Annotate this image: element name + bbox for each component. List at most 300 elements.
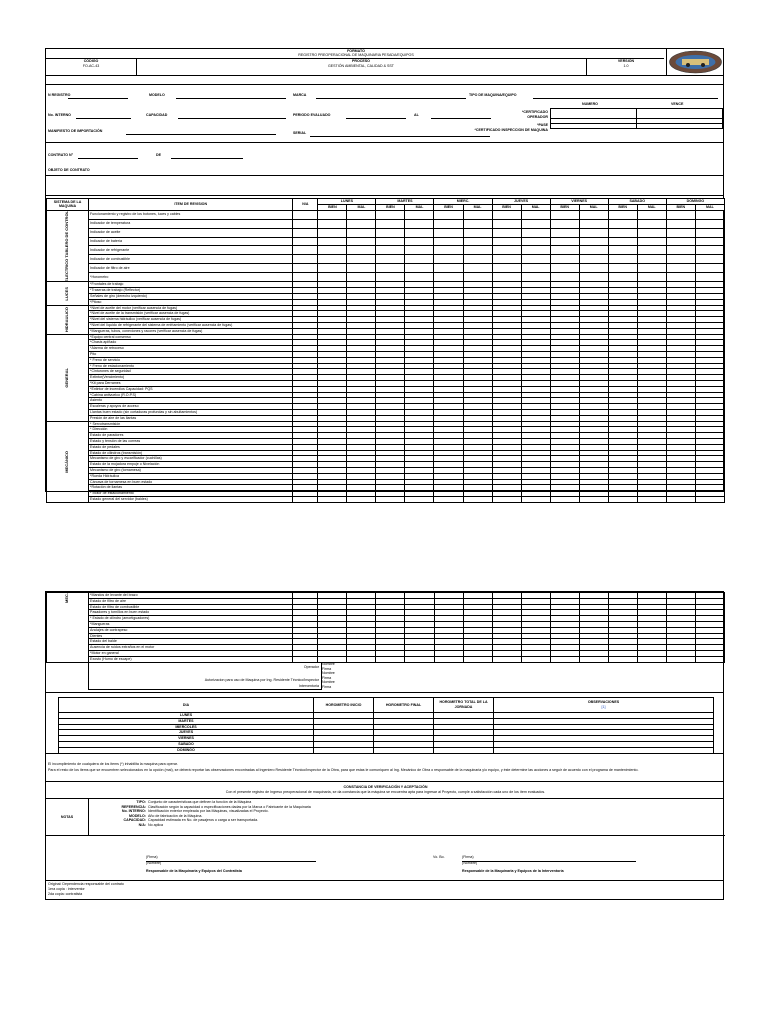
- day-label: JUEVES: [59, 730, 314, 736]
- check-cell[interactable]: [405, 273, 434, 282]
- firma-contratista-line[interactable]: [146, 861, 316, 862]
- item-label: *Pitoso: [89, 299, 293, 305]
- note-incumplimiento: El incumplimiento de cualquiera de los items (*) inhabilita la maquina para operar.: [48, 762, 178, 766]
- check-cell[interactable]: [463, 228, 492, 237]
- check-cell[interactable]: [434, 255, 463, 264]
- na-cell[interactable]: [293, 273, 318, 282]
- check-cell[interactable]: [347, 237, 376, 246]
- system-group-label: [47, 334, 89, 421]
- item-label: *Cabina antivuelco (R.O.P.S): [89, 392, 293, 398]
- col-mal: MAL: [579, 204, 608, 210]
- na-cell[interactable]: [293, 255, 318, 264]
- notes-label: NOTAS: [60, 815, 74, 819]
- definition-term: No. INTERNO:: [121, 809, 146, 814]
- check-cell[interactable]: [434, 273, 463, 282]
- check-cell[interactable]: [637, 656, 666, 662]
- item-label: Mecanismo de giro (tornamesa): [89, 467, 293, 473]
- table-row: [47, 264, 725, 273]
- item-label: *Mangueras: [89, 621, 293, 627]
- check-cell[interactable]: [405, 219, 434, 228]
- na-cell[interactable]: [293, 496, 318, 502]
- check-cell[interactable]: [666, 237, 695, 246]
- check-cell[interactable]: [376, 237, 405, 246]
- check-cell[interactable]: [666, 219, 695, 228]
- na-cell[interactable]: [293, 210, 318, 219]
- check-cell[interactable]: [637, 210, 666, 219]
- check-cell[interactable]: [637, 246, 666, 255]
- day-label: LUNES: [59, 713, 314, 719]
- definition-text: Conjunto de características que definen la función de la Máquina: [148, 800, 252, 804]
- check-cell[interactable]: [666, 210, 695, 219]
- check-cell[interactable]: [666, 496, 695, 502]
- check-cell[interactable]: [550, 219, 579, 228]
- check-cell[interactable]: [608, 246, 637, 255]
- check-cell[interactable]: [608, 656, 637, 662]
- item-label: Estado general del servidor (baldes): [89, 496, 293, 502]
- check-cell[interactable]: [347, 264, 376, 273]
- item-label: * Estado de cilindro (amortiguadores): [89, 616, 293, 622]
- col-bien: BIEN: [666, 204, 695, 210]
- check-cell[interactable]: [666, 255, 695, 264]
- item-label: * Motor de estacionamiento: [89, 491, 293, 497]
- check-cell[interactable]: [405, 246, 434, 255]
- item-label: Indicador de aceite: [89, 228, 293, 237]
- item-label: *Nivel de aceite de la transmisión (verificar ausencia de fugas): [89, 311, 293, 317]
- nombre-interventoria: (Nombre): [462, 861, 478, 865]
- item-label: *Frontales de trabajo: [89, 282, 293, 288]
- checklist-table: [46, 198, 725, 503]
- item-label: Señales de giro (derecho izquierdo): [89, 294, 293, 300]
- check-cell[interactable]: [608, 273, 637, 282]
- check-cell[interactable]: [376, 246, 405, 255]
- label-de: DE: [156, 153, 161, 157]
- check-cell[interactable]: [695, 228, 724, 237]
- check-cell[interactable]: [318, 219, 347, 228]
- day-header: MARTES: [376, 199, 434, 205]
- col-horometro-total: HOROMETRO TOTAL DE LA JORNADA: [434, 698, 494, 713]
- item-label: *Horometro: [89, 273, 293, 282]
- check-cell[interactable]: [347, 228, 376, 237]
- check-cell[interactable]: [637, 237, 666, 246]
- contrato-fecha-field[interactable]: [171, 158, 243, 159]
- item-label: *Rueda Hidráulica: [89, 473, 293, 479]
- item-label: Estado de filtro de combustible: [89, 604, 293, 610]
- signoff-firma-3: Firma: [322, 684, 332, 689]
- check-cell[interactable]: [405, 210, 434, 219]
- check-cell[interactable]: [463, 273, 492, 282]
- observaciones-label: OBSERVACIONES: [587, 700, 620, 705]
- na-cell[interactable]: [293, 219, 318, 228]
- day-header: VIERNES: [550, 199, 608, 205]
- contrato-field[interactable]: [78, 158, 138, 159]
- check-cell[interactable]: [666, 246, 695, 255]
- table-row: [47, 228, 725, 237]
- na-cell[interactable]: [293, 237, 318, 246]
- system-group-name: ELECTRICO TABLERO DE CONTROL: [64, 210, 70, 282]
- day-header: JUEVES: [492, 199, 550, 205]
- check-cell[interactable]: [579, 255, 608, 264]
- item-label: Indicador de filtro de aire: [89, 264, 293, 273]
- col-item: ITEM DE REVISION: [89, 199, 293, 211]
- periodo-from-field[interactable]: [346, 118, 406, 119]
- col-mal: MAL: [347, 204, 376, 210]
- item-label: Exosto (Humo de escape): [89, 656, 293, 662]
- manifiesto-field[interactable]: [126, 134, 276, 135]
- check-cell[interactable]: [492, 246, 521, 255]
- signoff-nombre-1: Nombre: [322, 662, 335, 666]
- check-cell[interactable]: [637, 273, 666, 282]
- version-label: VERSIÓN: [617, 59, 635, 63]
- check-cell[interactable]: [608, 210, 637, 219]
- check-cell[interactable]: [318, 246, 347, 255]
- check-cell[interactable]: [463, 210, 492, 219]
- item-label: *Mandos de levante del brazo: [89, 593, 293, 599]
- check-cell[interactable]: [463, 219, 492, 228]
- check-cell[interactable]: [492, 219, 521, 228]
- col-mal: MAL: [695, 204, 724, 210]
- check-cell[interactable]: [695, 255, 724, 264]
- item-label: * Servotransmisión: [89, 421, 293, 427]
- day-label: DOMINGO: [59, 747, 314, 753]
- check-cell[interactable]: [695, 656, 724, 662]
- form-sheet-page-2: [45, 591, 724, 900]
- label-manifiesto: MANIFIESTO DE IMPORTACIÓN: [48, 129, 103, 133]
- col-bien: BIEN: [550, 204, 579, 210]
- check-cell[interactable]: [579, 210, 608, 219]
- check-cell[interactable]: [550, 264, 579, 273]
- check-cell[interactable]: [550, 496, 579, 502]
- table-row: [47, 219, 725, 228]
- system-group-label: [47, 421, 89, 502]
- check-cell[interactable]: [434, 656, 463, 662]
- cert-inspeccion-vence[interactable]: [637, 124, 723, 129]
- check-cell[interactable]: [492, 255, 521, 264]
- check-cell[interactable]: [608, 228, 637, 237]
- check-cell[interactable]: [521, 255, 550, 264]
- col-bien: BIEN: [376, 204, 405, 210]
- col-mal: MAL: [521, 204, 550, 210]
- item-label: Cárcava de tornamesa en buen estado: [89, 479, 293, 485]
- cert-operador-vence[interactable]: [637, 109, 723, 119]
- check-cell[interactable]: [521, 246, 550, 255]
- item-label: Estado y tensión de las correas: [89, 438, 293, 444]
- check-cell[interactable]: [376, 255, 405, 264]
- notes-block: [46, 798, 725, 836]
- check-cell[interactable]: [608, 264, 637, 273]
- check-cell[interactable]: [492, 273, 521, 282]
- item-label: * Freno de estacionamiento: [89, 363, 293, 369]
- check-cell[interactable]: [347, 496, 376, 502]
- check-cell[interactable]: [492, 264, 521, 273]
- item-label: Estado de cilindros (transmisión): [89, 450, 293, 456]
- definitions-list: [90, 800, 490, 828]
- check-cell[interactable]: [318, 264, 347, 273]
- system-group-label: [47, 282, 89, 305]
- check-cell[interactable]: [376, 219, 405, 228]
- item-label: Escaleras y apoyos de acceso: [89, 404, 293, 410]
- signoff-autorizacion: Autorizacion para uso de Maquina por Ing. Residente Técnico/Inspector: [204, 678, 319, 682]
- check-cell[interactable]: [434, 210, 463, 219]
- check-cell[interactable]: [405, 496, 434, 502]
- registro-field[interactable]: [68, 98, 128, 99]
- day-label: SABADO: [59, 741, 314, 747]
- check-cell[interactable]: [405, 656, 434, 662]
- constancia-title: CONSTANCIA DE VERIFICACIÓN Y ACEPTACIÓN: [343, 785, 428, 789]
- definition-term: N/A:: [138, 822, 146, 827]
- check-cell[interactable]: [695, 210, 724, 219]
- day-label: MIERCOLES: [59, 724, 314, 730]
- check-cell[interactable]: [637, 255, 666, 264]
- item-label: Estado de filtro de aire: [89, 598, 293, 604]
- label-tipo: TIPO DE MAQUINA/EQUIPO: [469, 93, 517, 97]
- item-label: Indicador de temperatura: [89, 219, 293, 228]
- item-label: Extintor(Vencimiento): [89, 375, 293, 381]
- check-cell[interactable]: [492, 228, 521, 237]
- na-cell[interactable]: [293, 264, 318, 273]
- definition-text: Capacidad estimada en No. de pasajeros o carga a ser transportada.: [148, 818, 259, 823]
- system-group-name: HIDRAULICO: [64, 307, 70, 333]
- definition-term: TIPO:: [136, 800, 146, 804]
- label-cert-inspeccion: *CERTIFICADO INSPECCION DE MAQUINA: [474, 128, 548, 132]
- check-cell[interactable]: [579, 228, 608, 237]
- day-header: DOMINGO: [666, 199, 724, 205]
- check-cell[interactable]: [579, 246, 608, 255]
- check-cell[interactable]: [637, 219, 666, 228]
- check-cell[interactable]: [666, 228, 695, 237]
- capacidad-field[interactable]: [178, 118, 286, 119]
- col-mal: MAL: [637, 204, 666, 210]
- system-group-label: [47, 305, 89, 334]
- system-group-name: MECÁNICO: [64, 450, 70, 473]
- check-cell[interactable]: [550, 210, 579, 219]
- signoff-firma-1: Firma: [322, 666, 332, 671]
- certificates-grid: [550, 108, 723, 129]
- item-label: Estado de paradores: [89, 433, 293, 439]
- vobo-label: Vo. Bo.: [433, 855, 445, 859]
- col-system: SISTEMA DE LA MAQUINA: [47, 199, 89, 211]
- check-cell[interactable]: [463, 496, 492, 502]
- item-label: *Nivel del sistema hidráulico (verificar ausencia de fugas): [89, 317, 293, 323]
- cert-operador-numero[interactable]: [551, 109, 637, 119]
- label-numero: NUMERO: [582, 102, 598, 106]
- check-cell[interactable]: [376, 656, 405, 662]
- system-group-label: [47, 210, 89, 282]
- check-cell[interactable]: [318, 255, 347, 264]
- item-label: *Motor en ganeral: [89, 650, 293, 656]
- check-cell[interactable]: [347, 273, 376, 282]
- item-label: Estado de pedales: [89, 444, 293, 450]
- check-cell[interactable]: [376, 210, 405, 219]
- check-cell[interactable]: [376, 228, 405, 237]
- label-periodo: PERIODO EVALUADO: [293, 113, 331, 117]
- col-bien: BIEN: [608, 204, 637, 210]
- check-cell[interactable]: [695, 496, 724, 502]
- horometro-table: [58, 697, 714, 754]
- system-group-name: MEC.: [64, 593, 70, 603]
- check-cell[interactable]: [463, 246, 492, 255]
- day-label: MARTES: [59, 718, 314, 724]
- check-cell[interactable]: [347, 219, 376, 228]
- day-label: VIERNES: [59, 736, 314, 742]
- check-cell[interactable]: [347, 255, 376, 264]
- item-label: Mecanismo de giro y escarificador (cuchillas): [89, 456, 293, 462]
- check-cell[interactable]: [637, 496, 666, 502]
- definition-text: Año de fabricación de la Máquina.: [148, 813, 203, 818]
- check-cell[interactable]: [521, 228, 550, 237]
- item-label: *Equipo central consenso: [89, 334, 293, 340]
- periodo-to-field[interactable]: [431, 118, 491, 119]
- label-cert-operador: *CERTIFICADO OPERADOR: [522, 110, 548, 119]
- table-row: [47, 255, 725, 264]
- check-cell[interactable]: [608, 237, 637, 246]
- check-cell[interactable]: [434, 246, 463, 255]
- check-cell[interactable]: [550, 255, 579, 264]
- check-cell[interactable]: [666, 264, 695, 273]
- modelo-field[interactable]: [176, 98, 286, 99]
- check-cell[interactable]: [463, 264, 492, 273]
- check-cell[interactable]: [434, 496, 463, 502]
- check-cell[interactable]: [318, 237, 347, 246]
- signoff-block: [88, 662, 322, 690]
- check-cell[interactable]: [550, 246, 579, 255]
- check-cell[interactable]: [695, 219, 724, 228]
- check-cell[interactable]: [463, 255, 492, 264]
- signoff-operador: Operador: [303, 665, 319, 669]
- check-cell[interactable]: [492, 656, 521, 662]
- footer-copy1: 1era copia : interventor: [48, 887, 85, 891]
- check-cell[interactable]: [347, 210, 376, 219]
- marca-field[interactable]: [316, 98, 466, 99]
- check-cell[interactable]: [521, 496, 550, 502]
- check-cell[interactable]: [318, 210, 347, 219]
- note-resto: Para el resto de los items que se encuentren seleccionados en la opción (mal), se deberá reportar las observaciones encontradas al Ingeniero Residente Técnico/Inspector de la Obra, para que estas le comuniquen al Ing. Mecánico de Obra o responsable de la maquinaria y/o equipo, y éste determine las acciones a seguir de acuerdo con el programa de mantenimiento.: [48, 768, 639, 772]
- observaciones-ref[interactable]: [1]: [601, 705, 606, 709]
- check-cell[interactable]: [376, 496, 405, 502]
- check-cell[interactable]: [405, 228, 434, 237]
- check-cell[interactable]: [608, 496, 637, 502]
- check-cell[interactable]: [579, 656, 608, 662]
- check-cell[interactable]: [637, 264, 666, 273]
- check-cell[interactable]: [405, 255, 434, 264]
- check-cell[interactable]: [434, 264, 463, 273]
- check-cell[interactable]: [550, 228, 579, 237]
- checklist-table-continued: [46, 592, 725, 663]
- definition-term: REFERENCIA:: [121, 804, 146, 809]
- item-label: * Dirección: [89, 427, 293, 433]
- check-cell[interactable]: [521, 237, 550, 246]
- format-label: FORMATO: [347, 49, 365, 53]
- check-cell[interactable]: [434, 228, 463, 237]
- check-cell[interactable]: [608, 219, 637, 228]
- check-cell[interactable]: [318, 273, 347, 282]
- day-header: MIERC.: [434, 199, 492, 205]
- check-cell[interactable]: [376, 264, 405, 273]
- form-title: REGISTRO PREOPERACIONAL DE MAQUINARIA PESADA/EQUIPOS: [298, 53, 414, 57]
- check-cell[interactable]: [608, 255, 637, 264]
- label-contrato: CONTRATO N°: [48, 153, 74, 157]
- check-cell[interactable]: [695, 273, 724, 282]
- check-cell[interactable]: [579, 273, 608, 282]
- check-cell[interactable]: [347, 246, 376, 255]
- check-cell[interactable]: [463, 656, 492, 662]
- check-cell[interactable]: [376, 273, 405, 282]
- serial-field[interactable]: [310, 136, 490, 137]
- check-cell[interactable]: [666, 656, 695, 662]
- check-cell[interactable]: [695, 246, 724, 255]
- definition-term: CAPACIDAD:: [123, 818, 146, 823]
- item-label: Indicador de batería: [89, 237, 293, 246]
- item-label: *Chasis apiñado: [89, 340, 293, 346]
- check-cell[interactable]: [695, 237, 724, 246]
- cert-inspeccion-numero[interactable]: [551, 124, 637, 129]
- item-label: Indicador de refrigerante: [89, 246, 293, 255]
- interno-field[interactable]: [76, 118, 131, 119]
- check-cell[interactable]: [521, 219, 550, 228]
- check-cell[interactable]: [463, 237, 492, 246]
- firma-interventoria-line[interactable]: [462, 861, 636, 862]
- check-cell[interactable]: [318, 496, 347, 502]
- tipo-field[interactable]: [533, 98, 718, 99]
- check-cell[interactable]: [550, 656, 579, 662]
- check-cell[interactable]: [405, 237, 434, 246]
- item-label: *Rotación de llantas: [89, 485, 293, 491]
- label-pase: *PASE: [537, 123, 548, 127]
- signoff-labels: [322, 662, 352, 690]
- day-header: LUNES: [318, 199, 376, 205]
- check-cell[interactable]: [492, 210, 521, 219]
- item-label: *Kit para Derrames: [89, 380, 293, 386]
- check-cell[interactable]: [521, 656, 550, 662]
- label-vence: VENCE: [671, 102, 684, 106]
- signoff-nombre-2: Nombre: [322, 671, 335, 676]
- check-cell[interactable]: [318, 228, 347, 237]
- check-cell[interactable]: [579, 237, 608, 246]
- check-cell[interactable]: [521, 210, 550, 219]
- check-cell[interactable]: [434, 219, 463, 228]
- col-bien: BIEN: [492, 204, 521, 210]
- na-cell[interactable]: [293, 228, 318, 237]
- item-label: *Extintor de incendios Capacidad: PQS: [89, 386, 293, 392]
- item-label: *Mangueras, tubos, conexiones y racores (verificar ausencia de fugas): [89, 328, 293, 334]
- system-group-name: LUCES: [64, 286, 70, 301]
- item-label: Dientes: [89, 633, 293, 639]
- check-cell[interactable]: [492, 237, 521, 246]
- signoff-firma-2: Firma: [322, 675, 332, 680]
- col-horometro-inicio: HOROMETRO INICIO: [314, 698, 374, 713]
- signoff-interventoria: Interventoria: [299, 684, 319, 688]
- item-label: Pito: [89, 351, 293, 357]
- label-registro: N REGISTRO: [48, 93, 71, 97]
- check-cell[interactable]: [492, 496, 521, 502]
- check-cell[interactable]: [521, 273, 550, 282]
- check-cell[interactable]: [521, 264, 550, 273]
- check-cell[interactable]: [434, 237, 463, 246]
- table-row: [47, 237, 725, 246]
- check-cell[interactable]: [637, 228, 666, 237]
- na-cell[interactable]: [293, 246, 318, 255]
- process-value: GESTIÓN AMBIENTAL, CALIDAD & SST: [327, 64, 395, 68]
- check-cell[interactable]: [579, 219, 608, 228]
- check-cell[interactable]: [666, 273, 695, 282]
- check-cell[interactable]: [579, 496, 608, 502]
- check-cell[interactable]: [550, 273, 579, 282]
- check-cell[interactable]: [695, 264, 724, 273]
- check-cell[interactable]: [579, 264, 608, 273]
- check-cell[interactable]: [550, 237, 579, 246]
- table-row: [47, 496, 725, 502]
- check-cell[interactable]: [405, 264, 434, 273]
- item-label: Estado del balde: [89, 639, 293, 645]
